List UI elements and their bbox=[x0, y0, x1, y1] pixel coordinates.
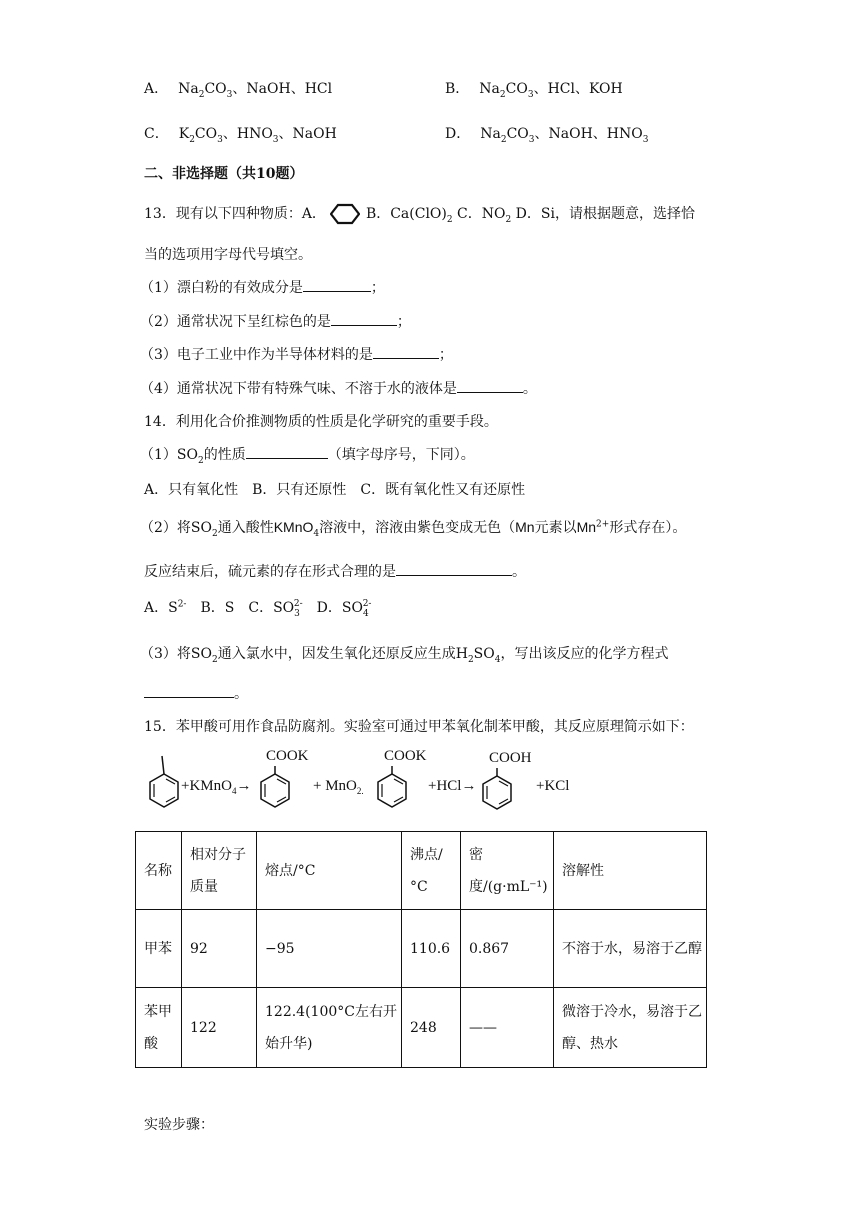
header-cell: 相对分子质量 bbox=[182, 832, 257, 910]
answer-blank[interactable] bbox=[373, 344, 439, 359]
answer-blank[interactable] bbox=[144, 683, 234, 698]
formula: $K_2CO_3$、$HNO_3$、NaOH bbox=[178, 126, 337, 145]
properties-table bbox=[135, 831, 707, 1068]
answer-blank[interactable] bbox=[396, 561, 512, 576]
table-cell: −95 bbox=[257, 910, 402, 988]
option-letter: B． bbox=[445, 81, 470, 97]
formula: $Na_2CO_3$、NaOH、$HNO_3$ bbox=[480, 126, 649, 145]
header-cell: 名称 bbox=[136, 832, 182, 910]
table-cell: 0.867 bbox=[461, 910, 554, 988]
steps-label: 实验步骤： bbox=[144, 1117, 214, 1133]
table-cell: 甲苯 bbox=[136, 910, 182, 988]
header-cell: 熔点/°C bbox=[257, 832, 402, 910]
option-12c bbox=[144, 123, 337, 145]
header-cell: 沸点/°C bbox=[402, 832, 461, 910]
q14-part1: $(1)SO_2$的性质 （填字母序号，下同）。 bbox=[140, 444, 475, 466]
q14-part3-answer: 。 bbox=[144, 683, 248, 703]
q13-line2: 当的选项用字母代号填空。 bbox=[144, 247, 312, 263]
eq-kcl: +KCl bbox=[536, 778, 570, 794]
q15-intro: 15．苯甲酸可用作食品防腐剂。实验室可通过甲苯氧化制苯甲酸，其反应原理简示如下： bbox=[144, 719, 694, 735]
q13-text: D．Si，请根据题意，选择恰 bbox=[511, 206, 695, 222]
option-12d bbox=[445, 123, 648, 145]
formula: $Na_2CO_3$、HCl、KOH bbox=[479, 81, 623, 100]
eq-cook-2: COOK bbox=[384, 748, 427, 764]
table-cell: 122.4(100°C左右开始升华) bbox=[257, 988, 402, 1068]
q14-part2-line2: 反应结束后，硫元素的存在形式合理的是 。 bbox=[144, 561, 526, 581]
table-cell: 110.6 bbox=[402, 910, 461, 988]
q13-intro: 13．现有以下四种物质：A． B．$Ca(ClO)_2$ C．$NO_2$ D．Si，请根据题意，选择恰 bbox=[144, 203, 695, 225]
option-letter: A． bbox=[144, 81, 169, 97]
header-cell: 密度/(g·mL⁻¹) bbox=[461, 832, 554, 910]
toluene-structure bbox=[146, 752, 186, 816]
table-row bbox=[136, 910, 707, 988]
benzoate-structure bbox=[372, 766, 412, 816]
table-cell: 122 bbox=[182, 988, 257, 1068]
q13-item-2: （2）通常状况下呈红棕色的是 ； bbox=[140, 311, 411, 331]
option-12b bbox=[445, 78, 623, 100]
table-header-row bbox=[136, 832, 707, 910]
table-row bbox=[136, 988, 707, 1068]
q13-item-4: （4）通常状况下带有特殊气味、不溶于水的液体是 。 bbox=[140, 378, 537, 398]
q13-text: B．Ca(ClO) bbox=[365, 206, 447, 222]
q13-item-1: （1）漂白粉的有效成分是 ； bbox=[140, 277, 385, 297]
formula: $Na_2CO_3$、NaOH、HCl bbox=[178, 81, 333, 100]
table-cell: 微溶于冷水，易溶于乙醇、热水 bbox=[554, 988, 707, 1068]
option-letter: D． bbox=[445, 126, 471, 142]
q13-item-3: （3）电子工业中作为半导体材料的是 ； bbox=[140, 344, 453, 364]
eq-mno2: + MnO$_{2.}$ bbox=[313, 778, 364, 796]
answer-blank[interactable] bbox=[457, 378, 523, 393]
answer-blank[interactable] bbox=[331, 311, 397, 326]
section-title: 二、非选择题（共10题） bbox=[144, 166, 304, 182]
q14-part2: （2）将$SO_2$通入酸性KMnO$_4$溶液中，溶液由紫色变成无色（Mn元素以$Mn^{2+}$形式存在）。 bbox=[140, 519, 687, 539]
answer-blank[interactable] bbox=[303, 277, 371, 292]
table-cell: 248 bbox=[402, 988, 461, 1068]
option-letter: C． bbox=[144, 126, 169, 142]
q14-part2-options: A．$S^{2-}$ B．S C．$SO_3^{2-}$ D．$SO_4^{2-}$ bbox=[144, 599, 372, 619]
benzoate-structure bbox=[255, 766, 295, 816]
table-cell: 不溶于水，易溶于乙醇 bbox=[554, 910, 707, 988]
header-cell: 溶解性 bbox=[554, 832, 707, 910]
q13-text: 13．现有以下四种物质：A． bbox=[144, 206, 326, 222]
q14-intro: 14．利用化合价推测物质的性质是化学研究的重要手段。 bbox=[144, 414, 498, 430]
q14-part3: （3）将$SO_2$通入氯水中，因发生氧化还原反应生成$H_2SO_4$，写出该反应的化学方程式 bbox=[140, 646, 669, 665]
eq-cook-1: COOK bbox=[266, 748, 309, 764]
q13-text: C．NO bbox=[452, 206, 506, 222]
cyclohexene-icon bbox=[330, 203, 360, 225]
table-cell: 苯甲酸 bbox=[136, 988, 182, 1068]
answer-blank[interactable] bbox=[246, 444, 328, 459]
table-cell: —— bbox=[461, 988, 554, 1068]
q14-part1-options: A．只有氧化性 B．只有还原性 C．既有氧化性又有还原性 bbox=[144, 482, 526, 498]
table-cell: 92 bbox=[182, 910, 257, 988]
option-12a bbox=[144, 78, 332, 100]
benzoic-acid-structure bbox=[477, 768, 517, 818]
eq-cooh: COOH bbox=[489, 750, 532, 766]
eq-hcl: +HCl→ bbox=[428, 778, 477, 794]
eq-kmno4: +KMnO$_4$→ bbox=[181, 778, 252, 796]
